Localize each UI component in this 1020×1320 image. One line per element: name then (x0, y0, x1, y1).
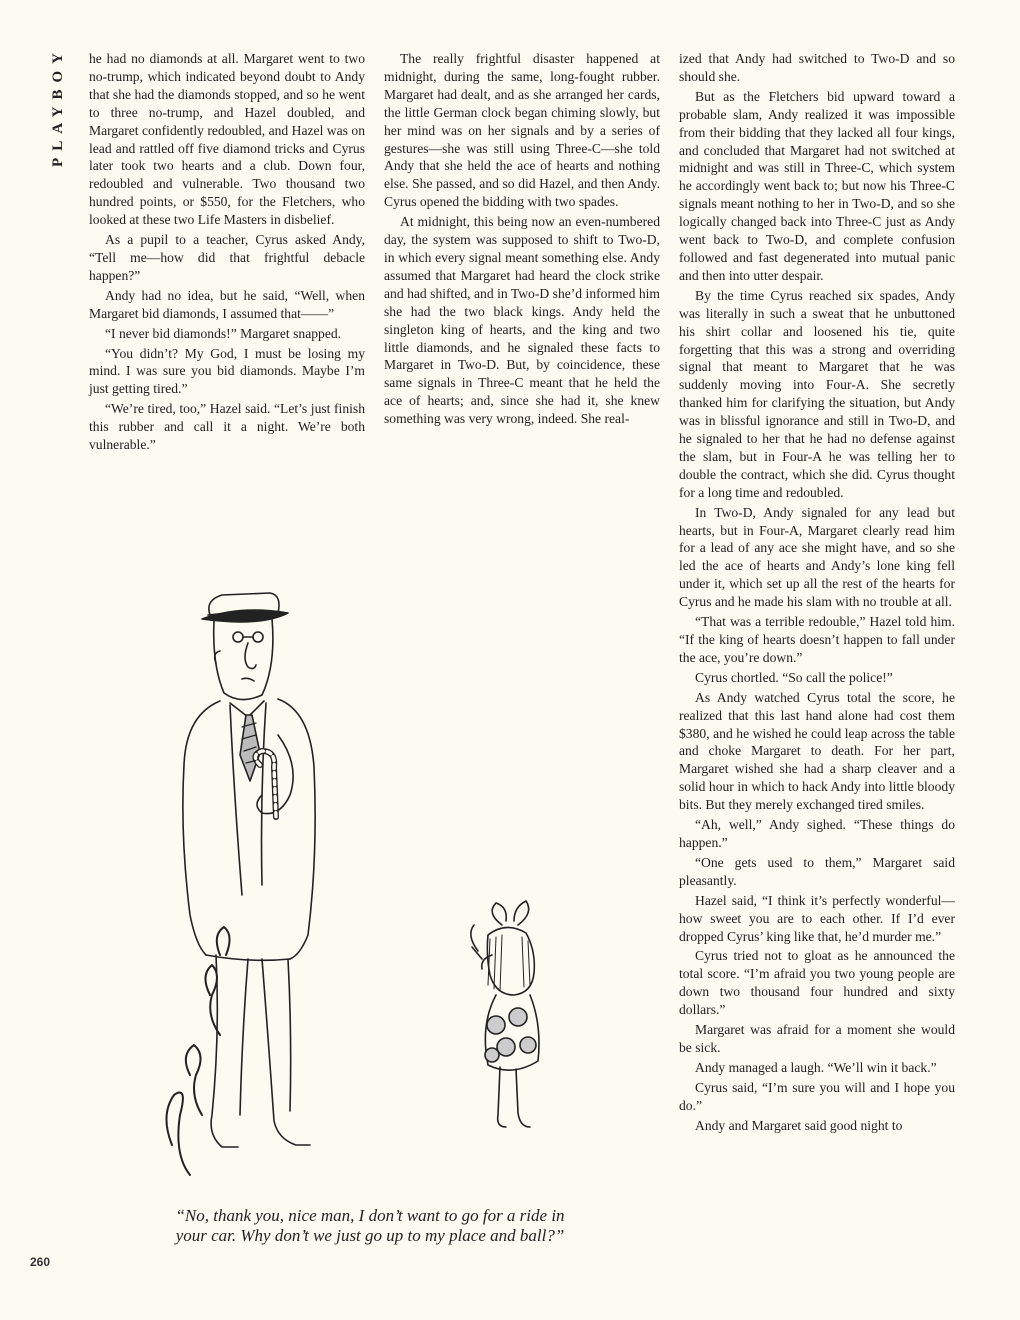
paragraph: he had no diamonds at all. Margaret went to two no-trump, which indicated beyond doubt to Andy that she had the diamonds stopped, and so he went to three no-trump, and Hazel doubled, and Margaret confidently redoubled, and Hazel was on lead and rattled off five diamond tricks and Cyrus later took two hearts and a club. Down four, redoubled and vulnerable. Two thousand two hundred points, or $550, for the Fletchers, who looked at these two Life Masters in disbelief. (89, 51, 365, 228)
paragraph: “One gets used to them,” Margaret said pleasantly. (679, 854, 955, 888)
paragraph: Andy managed a laugh. “We’ll win it back.” (695, 1059, 937, 1075)
paragraph: At midnight, this being now an even-numbered day, the system was supposed to shift to Two-D, in which every signal meant something else. Andy assumed that Margaret had heard the clock strike and had shifted, and in Two-D she’d informed him she had the two black kings. Andy held the singleton king of hearts, and the king and two little diamonds, and he signaled these facts to Margaret in Two-D. But, by coincidence, these same signals in Three-C meant that he held the ace of hearts; and, since she had it, she knew something was very wrong, indeed. She real- (384, 214, 660, 427)
paragraph: “You didn’t? My God, I must be losing my mind. I was sure you bid diamonds. Maybe I’m just getting tired.” (89, 345, 365, 397)
paragraph: Margaret was afraid for a moment she would be sick. (679, 1022, 955, 1055)
paragraph: ized that Andy had switched to Two-D and so should she. (679, 51, 955, 84)
girl-figure (471, 901, 539, 1127)
paragraph: Andy and Margaret said good night to (695, 1117, 903, 1133)
text-column-1 (89, 50, 365, 456)
paragraph: As Andy watched Cyrus total the score, he realized that this last hand alone had cost them $380, and he wished he could leap across the table and choke Margaret to death. For her part, Margaret wished she had a sharp cleaver and a solid hour in which to hack Andy into little bloody bits. But they merely exchanged tired smiles. (679, 689, 955, 813)
cartoon-illustration (150, 555, 570, 1195)
paragraph: By the time Cyrus reached six spades, Andy was literally in such a sweat that he unbuttoned his shirt collar and loosened his tie, quite forgetting that this was a strong and overriding signal that meant to Margaret that he was suddenly moving into Four-A. She secretly thanked him for clarifying the situation, but Andy was in blissful ignorance and still in Two-D, and he signaled to her that he had no defense against the slam, but in Four-A he was telling her to double the contract, which she did. Cyrus thought for a long time and redoubled. (679, 287, 955, 500)
text-column-3 (679, 50, 955, 1136)
paragraph: “That was a terrible redouble,” Hazel told him. “If the king of hearts doesn’t happen to fall under the ace, you’re down.” (679, 614, 955, 665)
paragraph: “We’re tired, too,” Hazel said. “Let’s just finish this rubber and call it a night. We’re both vulnerable.” (89, 401, 365, 453)
text-column-2 (384, 50, 660, 430)
masthead: PLAYBOY (50, 46, 66, 167)
man-figure (183, 593, 315, 1147)
artist-signature (166, 927, 229, 1175)
paragraph: Andy had no idea, but he said, “Well, when Margaret bid diamonds, I assumed that——” (89, 287, 365, 321)
paragraph: Cyrus chortled. “So call the police!” (695, 669, 893, 685)
paragraph: Cyrus tried not to gloat as he announced the total score. “I’m afraid you two young people are down two thousand four hundred and sixty dollars.” (679, 948, 955, 1018)
paragraph: In Two-D, Andy signaled for any lead but hearts, but in Four-A, Margaret clearly read him for a lead of any ace she might have, and so she led the ace of hearts and Andy’s lone king fell under it, which set up all the rest of the hearts for Cyrus and he made his slam with no trouble at all. (679, 504, 955, 610)
paragraph: As a pupil to a teacher, Cyrus asked Andy, “Tell me—how did that frightful debacle happen?” (89, 232, 365, 283)
paragraph: Hazel said, “I think it’s perfectly wonderful—how sweet you are to each other. If I’d ever dropped Cyrus’ king like that, he’d murder me.” (679, 892, 955, 944)
paragraph: The really frightful disaster happened at midnight, during the same, long-fought rubber. Margaret had dealt, and as she arranged her cards, the little German clock began chiming slowly, but her mind was on her signals and by a series of gestures—she was still using Three-C—she told Andy that she held the ace of hearts and nothing else. She passed, and so did Hazel, and then Andy. Cyrus opened the bidding with two spades. (384, 51, 660, 210)
paragraph: “Ah, well,” Andy sighed. “These things do happen.” (679, 817, 955, 850)
paragraph: “I never bid diamonds!” Margaret snapped. (105, 325, 342, 341)
paragraph: Cyrus said, “I’m sure you will and I hope you do.” (679, 1079, 955, 1113)
paragraph: But as the Fletchers bid upward toward a probable slam, Andy realized it was impossible from their bidding that they lacked all four kings, and concluded that Margaret had not switched at midnight and was still in Three-C, which system he accordingly went back to; but now his Three-C signals meant nothing to her in Two-D, and so she logically changed back into Three-C just as Andy went back to Two-D, and complete confusion followed and fast degenerated into mutual panic and then into utter despair. (679, 88, 955, 283)
page-number: 260 (30, 1255, 51, 1269)
cartoon-caption: “No, thank you, nice man, I don’t want to go for a ride in your car. Why don’t we just go up to my place and ball?” (175, 1206, 565, 1245)
